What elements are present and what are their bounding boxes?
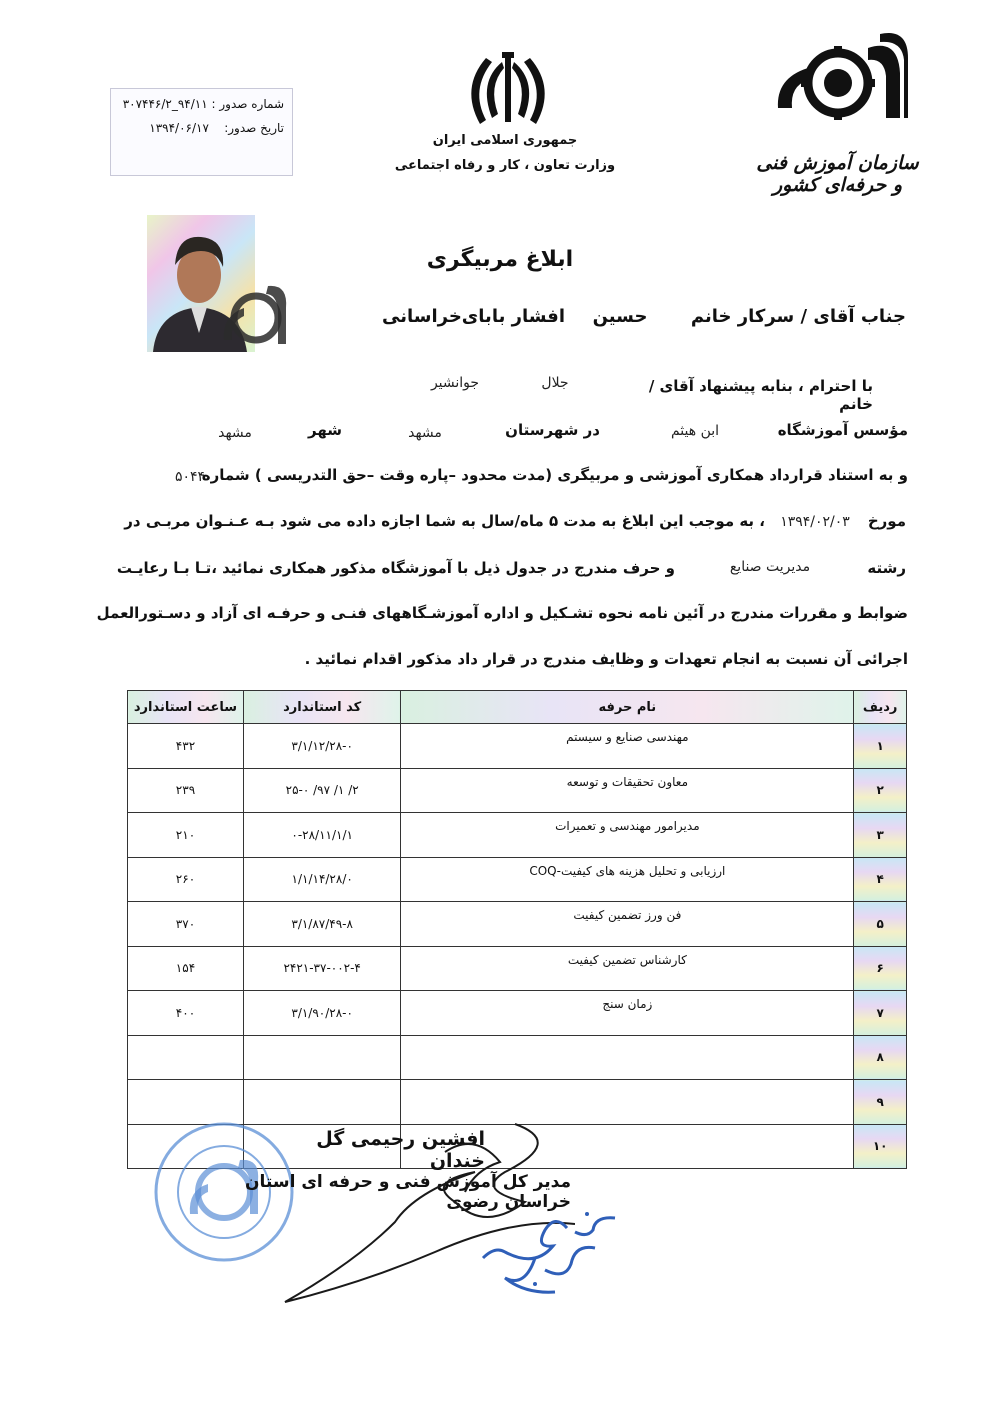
- county-value: مشهد: [408, 425, 442, 441]
- row-number: ۲: [854, 768, 907, 813]
- row-number: ۵: [854, 902, 907, 947]
- signer-name: افشین رحیمی گل خندان: [316, 1128, 485, 1172]
- issue-number-label: شماره صدور :: [211, 97, 284, 111]
- row-number: ۹: [854, 1080, 907, 1125]
- field-value: مدیریت صنایع: [729, 559, 811, 575]
- organization-name: سازمان آموزش فنی و حرفه‌ای کشور: [756, 152, 919, 196]
- issue-info-box: [110, 88, 293, 176]
- table-row: [128, 1035, 907, 1080]
- table-row: [128, 768, 907, 813]
- row-number: ۷: [854, 991, 907, 1036]
- republic-name: جمهوری اسلامی ایران: [432, 133, 578, 148]
- professions-table: [127, 690, 907, 1169]
- header-profession-name: نام حرفه: [401, 691, 854, 724]
- profession-name: فن ورز تضمین کیفیت: [401, 902, 854, 947]
- city-value: مشهد: [218, 425, 252, 441]
- profession-name: [401, 1035, 854, 1080]
- table-header-row: [128, 691, 907, 724]
- row-number: ۱: [854, 724, 907, 769]
- profession-name: مهندسی صنایع و سیستم: [401, 724, 854, 769]
- contract-number: ۵۰۴۴: [174, 469, 206, 485]
- issue-date-label: تاریخ صدور:: [224, 121, 284, 135]
- profession-name: مدیرامور مهندسی و تعمیرات: [401, 813, 854, 858]
- standard-hours: ۲۱۰: [128, 813, 244, 858]
- proposer-last-name: جوانشیر: [430, 375, 480, 391]
- body-line6: ضوابط و مقررات مندرج در آئین نامه نحوه تشـکیل و اداره آموزشـگاههای فنـی و حرفـه ای آزاد و دسـتورالعمل: [96, 604, 908, 622]
- proposer-first-name: جلال: [541, 375, 569, 391]
- table-row: [128, 946, 907, 991]
- standard-code: ۳/۱/۱۲/۲۸-۰: [243, 724, 400, 769]
- profession-name: ارزیابی و تحلیل هزینه های کیفیت-COQ: [401, 857, 854, 902]
- issue-date-value: ۱۳۹۴/۰۶/۱۷: [149, 121, 209, 135]
- contract-date: ۱۳۹۴/۰۲/۰۳: [780, 514, 850, 530]
- table-row: [128, 724, 907, 769]
- row-number: ۶: [854, 946, 907, 991]
- standard-code: ۰-۲۸/۱۱/۱/۱: [243, 813, 400, 858]
- signer-title: مدیر کل آموزش فنی و حرفه ای استان خراسان رضوی: [245, 1172, 571, 1212]
- iran-emblem-icon: [458, 52, 558, 128]
- standard-hours: ۴۳۲: [128, 724, 244, 769]
- addressee-last-name: افشار بابای‌خراسانی: [382, 306, 565, 327]
- standard-code: ۱/۱/۱۴/۲۸/۰: [243, 857, 400, 902]
- issue-number-row: [117, 97, 284, 121]
- table-row: [128, 813, 907, 858]
- body-line7: اجرائی آن نسبت به انجام تعهدات و وظایف مندرج در قرار داد مذکور اقدام نمائید .: [304, 650, 908, 668]
- standard-code: [243, 1035, 400, 1080]
- header-standard-code: کد استاندارد: [243, 691, 400, 724]
- header-standard-hours: ساعت استاندارد: [128, 691, 244, 724]
- dated-text: ، به موجب این ابلاغ به مدت ۵ ماه/سال به شما اجازه داده می شود بـه عـنـوان مربـی در: [124, 512, 765, 530]
- contract-text: و به استناد قرارداد همکاری آموزشی و مربیگری (مدت محدود –پاره وقت –حق التدریسی ) شماره: [201, 466, 908, 484]
- addressee-first-name: حسین: [592, 306, 648, 327]
- standard-hours: ۲۳۹: [128, 768, 244, 813]
- row-number: ۳: [854, 813, 907, 858]
- table-row: [128, 857, 907, 902]
- standard-code: ۳/۱/۹۰/۲۸-۰: [243, 991, 400, 1036]
- issue-number-value: ۹۴/۱۱_۳۰۷۴۴۶/۲: [122, 97, 208, 111]
- standard-hours: ۳۷۰: [128, 902, 244, 947]
- standard-code: ۲۴۲۱-۳۷-۰۰۲-۴: [243, 946, 400, 991]
- row-number: ۱۰: [854, 1124, 907, 1169]
- row-number: ۴: [854, 857, 907, 902]
- field-label: رشته: [867, 559, 906, 577]
- issue-date-row: [117, 121, 284, 145]
- standard-code: ۳/۱/۸۷/۴۹-۸: [243, 902, 400, 947]
- handwritten-note-icon: [475, 1208, 625, 1298]
- standard-code: ۲/ ۱/ ۹۷/ ۲۵-۰: [243, 768, 400, 813]
- profession-name: معاون تحقیقات و توسعه: [401, 768, 854, 813]
- institute-label: مؤسس آموزشگاه: [777, 421, 908, 439]
- header-row-number: ردیف: [854, 691, 907, 724]
- dated-label: مورخ: [867, 512, 906, 530]
- organization-logo-icon: [768, 28, 908, 128]
- standard-hours: ۱۵۴: [128, 946, 244, 991]
- field-text: و حرف مندرج در جدول ذیل با آموزشگاه مذکور همکاری نمائید ،تـا بـا رعایـت: [116, 559, 675, 577]
- ministry-name: وزارت تعاون ، کار و رفاه اجتماعی: [394, 158, 616, 173]
- institute-name: ابن هیثم: [670, 423, 720, 439]
- standard-hours: ۴۰۰: [128, 991, 244, 1036]
- profession-name: زمان سنج: [401, 991, 854, 1036]
- county-label: در شهرستان: [505, 421, 600, 439]
- profession-name: کارشناس تضمین کیفیت: [401, 946, 854, 991]
- city-label: شهر: [308, 421, 342, 439]
- standard-hours: [128, 1035, 244, 1080]
- table-row: [128, 991, 907, 1036]
- table-row: [128, 902, 907, 947]
- standard-hours: ۲۶۰: [128, 857, 244, 902]
- photo-seal-icon: [222, 278, 290, 350]
- body-line1-text: با احترام ، بنابه پیشنهاد آقای / خانم: [648, 377, 873, 413]
- document-title: ابلاغ مربیگری: [426, 247, 574, 272]
- row-number: ۸: [854, 1035, 907, 1080]
- salutation: جناب آقای / سرکار خانم: [690, 306, 906, 327]
